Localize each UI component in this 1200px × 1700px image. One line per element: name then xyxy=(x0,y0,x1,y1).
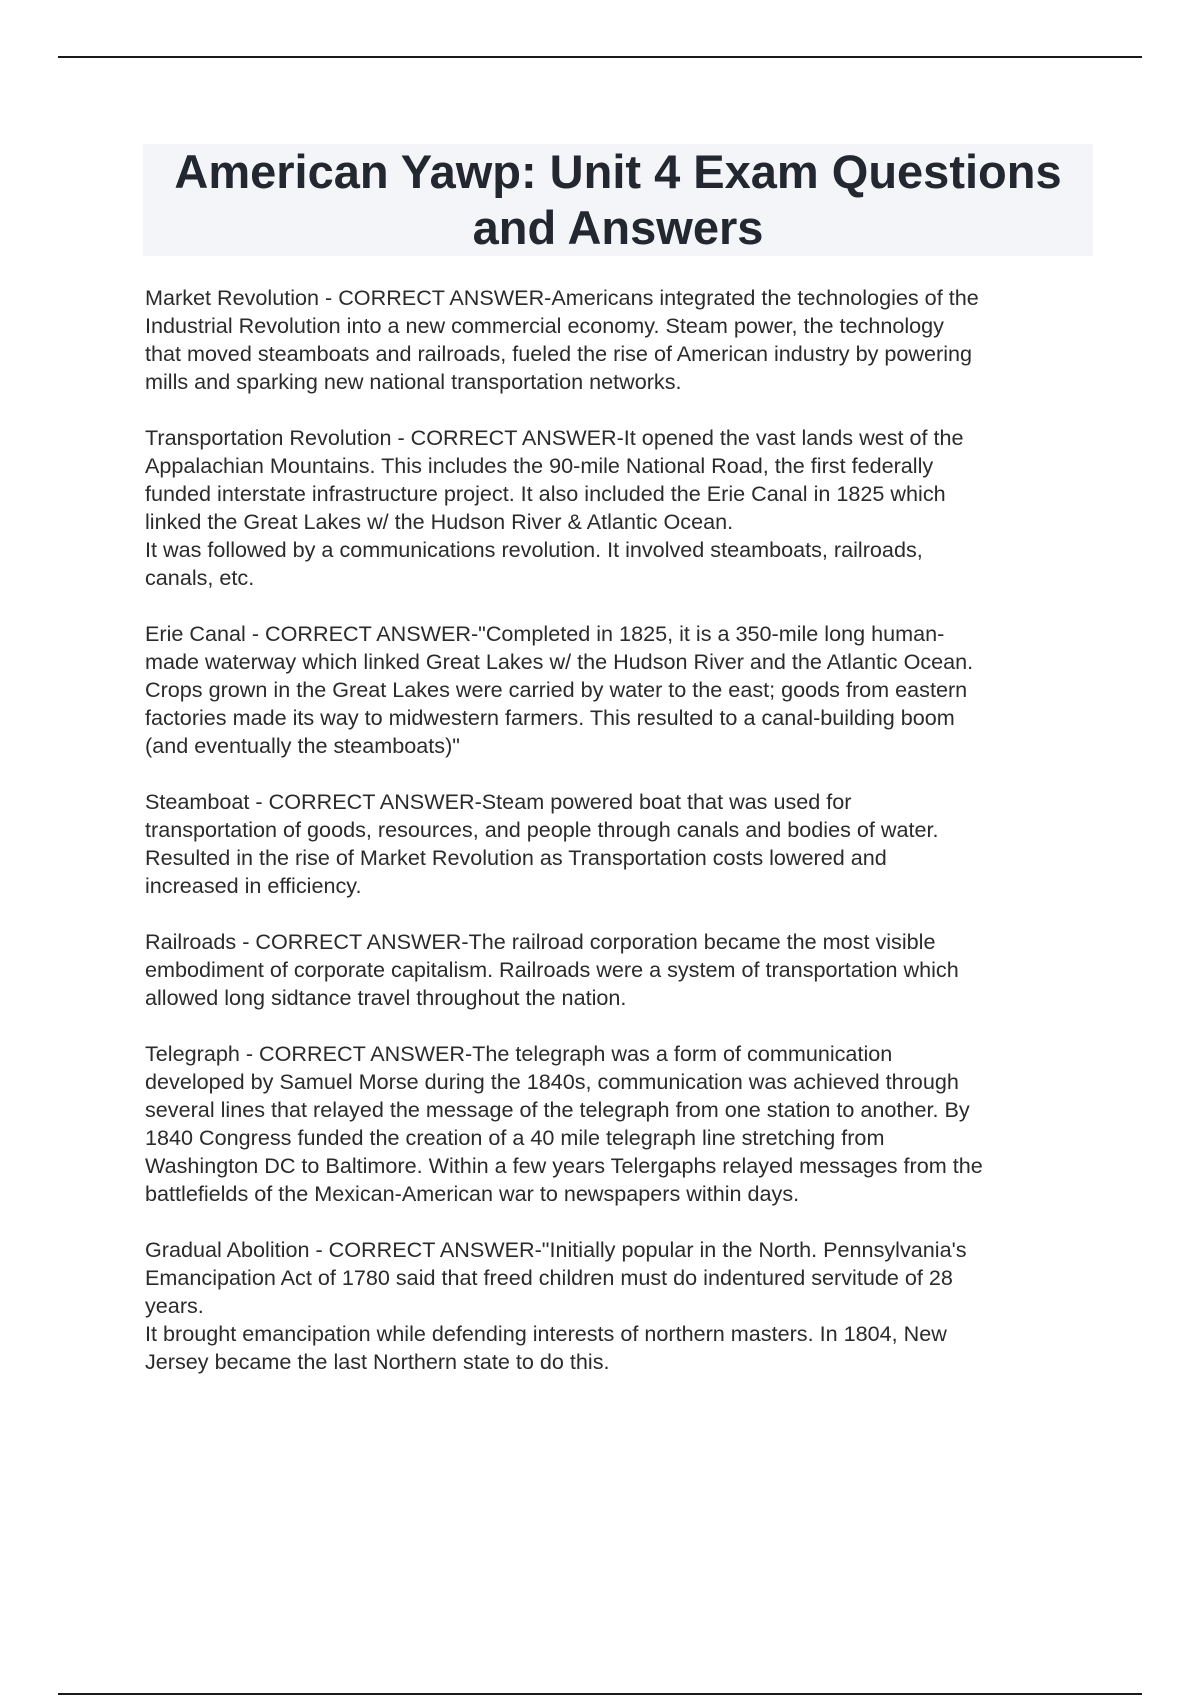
qa-entry-line: allowed long sidtance travel throughout the nation. xyxy=(145,985,627,1010)
qa-entry-line: Resulted in the rise of Market Revolution as Transportation costs lowered and xyxy=(145,845,887,870)
qa-entry-line: transportation of goods, resources, and people through canals and bodies of water. xyxy=(145,817,939,842)
qa-entry-line: linked the Great Lakes w/ the Hudson River & Atlantic Ocean. xyxy=(145,509,734,534)
qa-entry-line: battlefields of the Mexican-American war to newspapers within days. xyxy=(145,1181,800,1206)
bottom-rule xyxy=(58,1693,1142,1695)
qa-list xyxy=(145,284,1095,1404)
qa-entry xyxy=(145,928,1095,1012)
title-line: and Answers xyxy=(472,201,764,254)
qa-entry-line: several lines that relayed the message of the telegraph from one station to another. By xyxy=(145,1097,970,1122)
title-box xyxy=(143,144,1093,256)
qa-entry-line: years. xyxy=(145,1293,204,1318)
qa-entry xyxy=(145,788,1095,900)
qa-entry-line: Jersey became the last Northern state to do this. xyxy=(145,1349,610,1374)
qa-entry-line: Market Revolution - CORRECT ANSWER-Americans integrated the technologies of the xyxy=(145,285,979,310)
qa-entry-line: that moved steamboats and railroads, fueled the rise of American industry by powering xyxy=(145,341,973,366)
qa-entry-line: Washington DC to Baltimore. Within a few years Telergaphs relayed messages from the xyxy=(145,1153,983,1178)
top-rule xyxy=(58,56,1142,58)
qa-entry-line: Transportation Revolution - CORRECT ANSWER-It opened the vast lands west of the xyxy=(145,425,964,450)
qa-entry-line: Appalachian Mountains. This includes the 90-mile National Road, the first federally xyxy=(145,453,934,478)
qa-entry xyxy=(145,1040,1095,1208)
qa-entry-line: 1840 Congress funded the creation of a 40 mile telegraph line stretching from xyxy=(145,1125,885,1150)
qa-entry xyxy=(145,284,1095,396)
qa-entry-line: increased in efficiency. xyxy=(145,873,362,898)
qa-entry-line: made waterway which linked Great Lakes w/ the Hudson River and the Atlantic Ocean. xyxy=(145,649,974,674)
qa-entry-line: Emancipation Act of 1780 said that freed children must do indentured servitude of 28 xyxy=(145,1265,953,1290)
qa-entry xyxy=(145,620,1095,760)
qa-entry-line: mills and sparking new national transportation networks. xyxy=(145,369,682,394)
qa-entry-line: Railroads - CORRECT ANSWER-The railroad corporation became the most visible xyxy=(145,929,936,954)
qa-entry xyxy=(145,1236,1095,1376)
qa-entry-line: Industrial Revolution into a new commercial economy. Steam power, the technology xyxy=(145,313,944,338)
qa-entry xyxy=(145,424,1095,592)
qa-entry-line: Telegraph - CORRECT ANSWER-The telegraph was a form of communication xyxy=(145,1041,893,1066)
qa-entry-line: Gradual Abolition - CORRECT ANSWER-"Initially popular in the North. Pennsylvania's xyxy=(145,1237,967,1262)
qa-entry-line: developed by Samuel Morse during the 1840s, communication was achieved through xyxy=(145,1069,959,1094)
qa-entry-line: canals, etc. xyxy=(145,565,255,590)
qa-entry-line: (and eventually the steamboats)" xyxy=(145,733,460,758)
document-title xyxy=(143,144,1093,256)
qa-entry-line: Erie Canal - CORRECT ANSWER-"Completed in 1825, it is a 350-mile long human- xyxy=(145,621,945,646)
title-line: American Yawp: Unit 4 Exam Questions xyxy=(174,145,1062,198)
qa-entry-line: Steamboat - CORRECT ANSWER-Steam powered boat that was used for xyxy=(145,789,852,814)
qa-entry-line: It brought emancipation while defending interests of northern masters. In 1804, New xyxy=(145,1321,947,1346)
qa-entry-line: It was followed by a communications revolution. It involved steamboats, railroads, xyxy=(145,537,923,562)
qa-entry-line: funded interstate infrastructure project. It also included the Erie Canal in 1825 which xyxy=(145,481,946,506)
qa-entry-line: Crops grown in the Great Lakes were carried by water to the east; goods from eastern xyxy=(145,677,968,702)
qa-entry-line: factories made its way to midwestern farmers. This resulted to a canal-building boom xyxy=(145,705,955,730)
qa-entry-line: embodiment of corporate capitalism. Railroads were a system of transportation which xyxy=(145,957,959,982)
